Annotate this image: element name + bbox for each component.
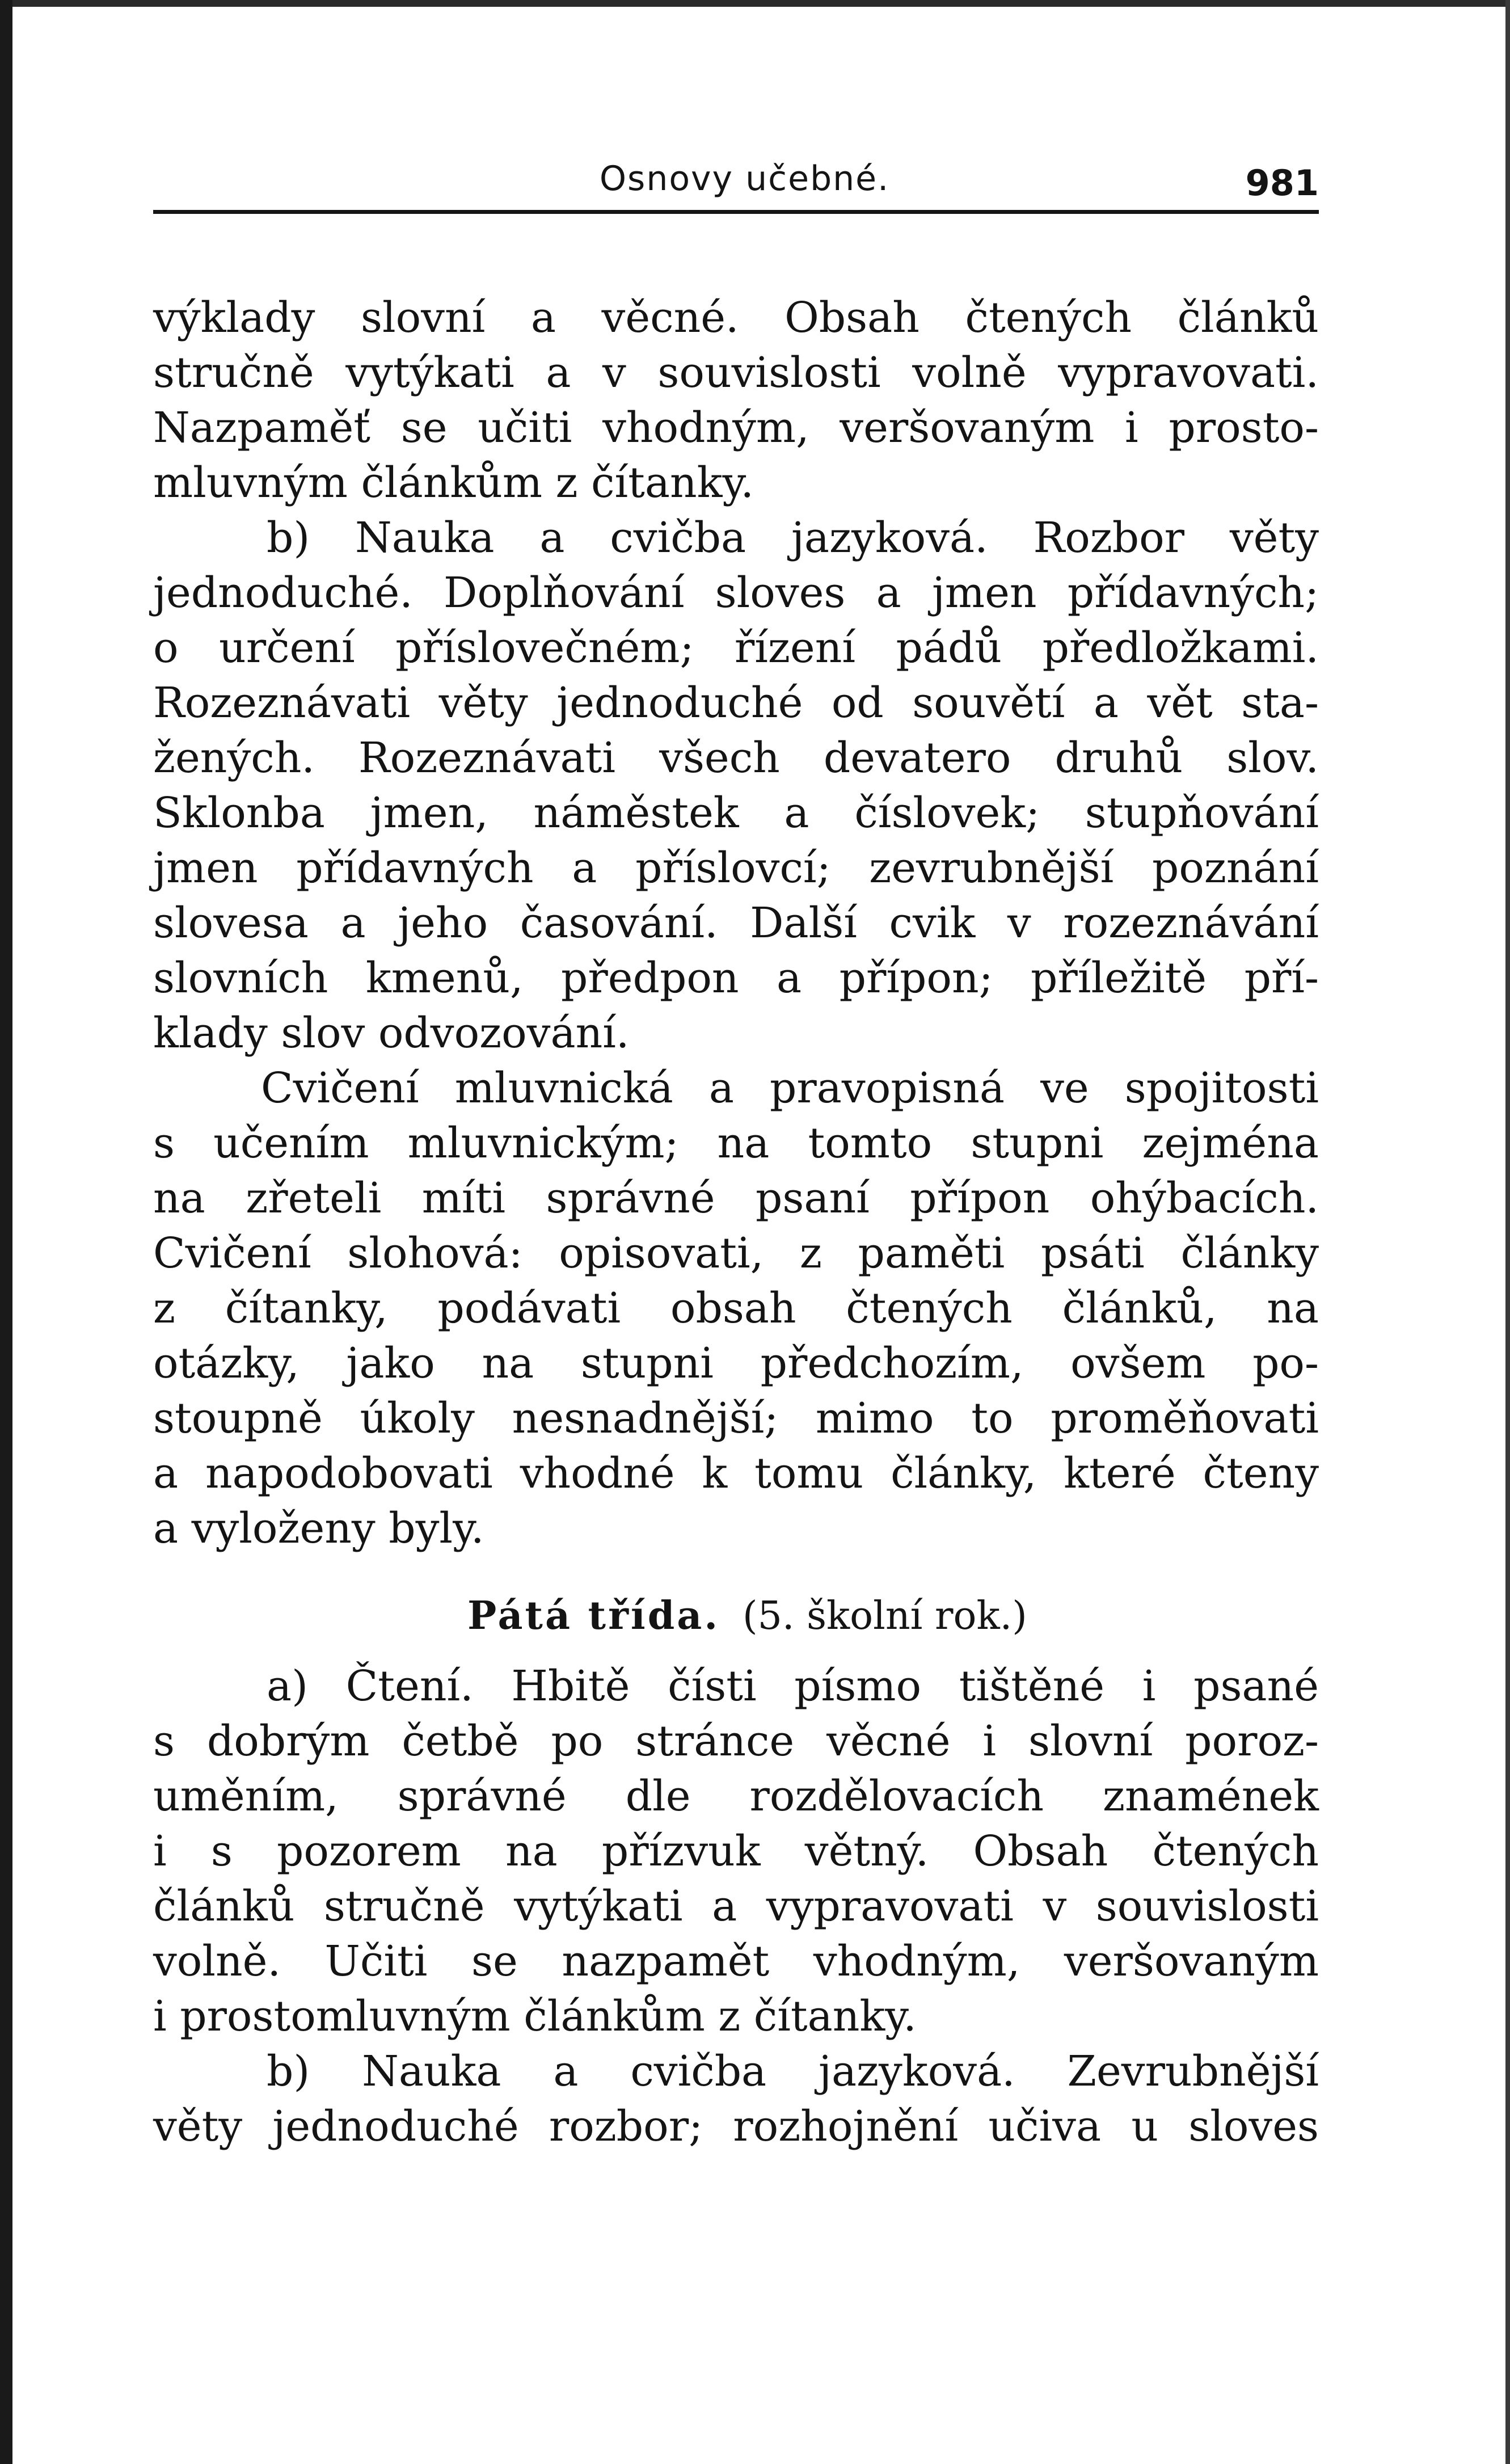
text-line: jmen přídavných a příslovcí; zevrubnější poznání — [153, 844, 1319, 892]
text-line: Cvičení slohová: opisovati, z paměti psáti články — [153, 1229, 1319, 1278]
text-line: b) Nauka a cvičba jazyková. Zevrubnější — [267, 2047, 1319, 2096]
scan-edge-left — [0, 0, 12, 2464]
paragraph-4 — [153, 1659, 1319, 2044]
text-line: z čítanky, podávati obsah čtených článků, na — [153, 1284, 1319, 1333]
scan-edge-right — [1505, 0, 1510, 2464]
text-line: žených. Rozeznávati všech devatero druhů slov. — [153, 734, 1319, 782]
text-line: i s pozorem na přízvuk větný. Obsah čtených — [153, 1827, 1319, 1876]
text-line: otázky, jako na stupni předchozím, ovšem po- — [153, 1339, 1319, 1388]
section-title: Pátá třída. — [467, 1593, 720, 1639]
text-line: slovních kmenů, předpon a přípon; příležitě pří- — [153, 954, 1319, 1003]
text-line: Rozeznávati věty jednoduché od souvětí a vět sta- — [153, 679, 1319, 727]
text-line: výklady slovní a věcné. Obsah čtených článků — [153, 293, 1319, 342]
text-line: a vyloženy byly. — [153, 1504, 484, 1553]
scan-edge-top — [0, 0, 1510, 7]
page-number: 981 — [1245, 162, 1319, 204]
text-line: stručně vytýkati a v souvislosti volně vypravovati. — [153, 348, 1319, 397]
text-line: klady slov odvozování. — [153, 1009, 630, 1058]
paragraph-3 — [153, 1061, 1319, 1556]
section-subtitle: (5. školní rok.) — [743, 1594, 1027, 1639]
text-line: b) Nauka a cvičba jazyková. Rozbor věty — [267, 513, 1319, 562]
section-spacer — [153, 1643, 1319, 1659]
header-rule — [153, 210, 1319, 214]
running-title: Osnovy učebné. — [599, 159, 890, 199]
text-line: o určení příslovečném; řízení pádů předložkami. — [153, 624, 1319, 672]
paragraph-1 — [153, 290, 1319, 511]
text-line: a) Čtení. Hbitě čísti písmo tištěné i psané — [267, 1662, 1319, 1711]
text-line: Nazpaměť se učiti vhodným, veršovaným i prosto- — [153, 403, 1319, 452]
text-line: jednoduché. Doplňování sloves a jmen přídavných; — [153, 568, 1319, 617]
text-line: slovesa a jeho časování. Další cvik v rozeznávání — [153, 899, 1319, 947]
text-line: na zřeteli míti správné psaní přípon ohýbacích. — [153, 1174, 1319, 1223]
page-header — [153, 148, 1319, 210]
body-text — [153, 290, 1319, 2154]
text-line: s učením mluvnickým; na tomto stupni zejména — [153, 1119, 1319, 1168]
text-line: Cvičení mluvnická a pravopisná ve spojitosti — [261, 1064, 1319, 1113]
paragraph-2 — [153, 511, 1319, 1061]
text-line: věty jednoduché rozbor; rozhojnění učiva u sloves — [153, 2102, 1319, 2151]
section-heading — [153, 1572, 1319, 1643]
text-line: i prostomluvným článkům z čítanky. — [153, 1992, 917, 2041]
text-line: uměním, správné dle rozdělovacích znamének — [153, 1772, 1319, 1821]
text-line: Sklonba jmen, náměstek a číslovek; stupňování — [153, 789, 1319, 837]
book-page — [153, 148, 1319, 2154]
text-line: článků stručně vytýkati a vypravovati v souvislosti — [153, 1882, 1319, 1931]
text-line: mluvným článkům z čítanky. — [153, 458, 754, 507]
paragraph-5 — [153, 2044, 1319, 2154]
text-line: stoupně úkoly nesnadnější; mimo to proměňovati — [153, 1394, 1319, 1443]
text-line: s dobrým četbě po stránce věcné i slovní poroz- — [153, 1717, 1319, 1766]
text-line: a napodobovati vhodné k tomu články, které čteny — [153, 1449, 1319, 1498]
text-line: volně. Učiti se nazpamět vhodným, veršovaným — [153, 1937, 1319, 1986]
section-spacer — [153, 1556, 1319, 1572]
